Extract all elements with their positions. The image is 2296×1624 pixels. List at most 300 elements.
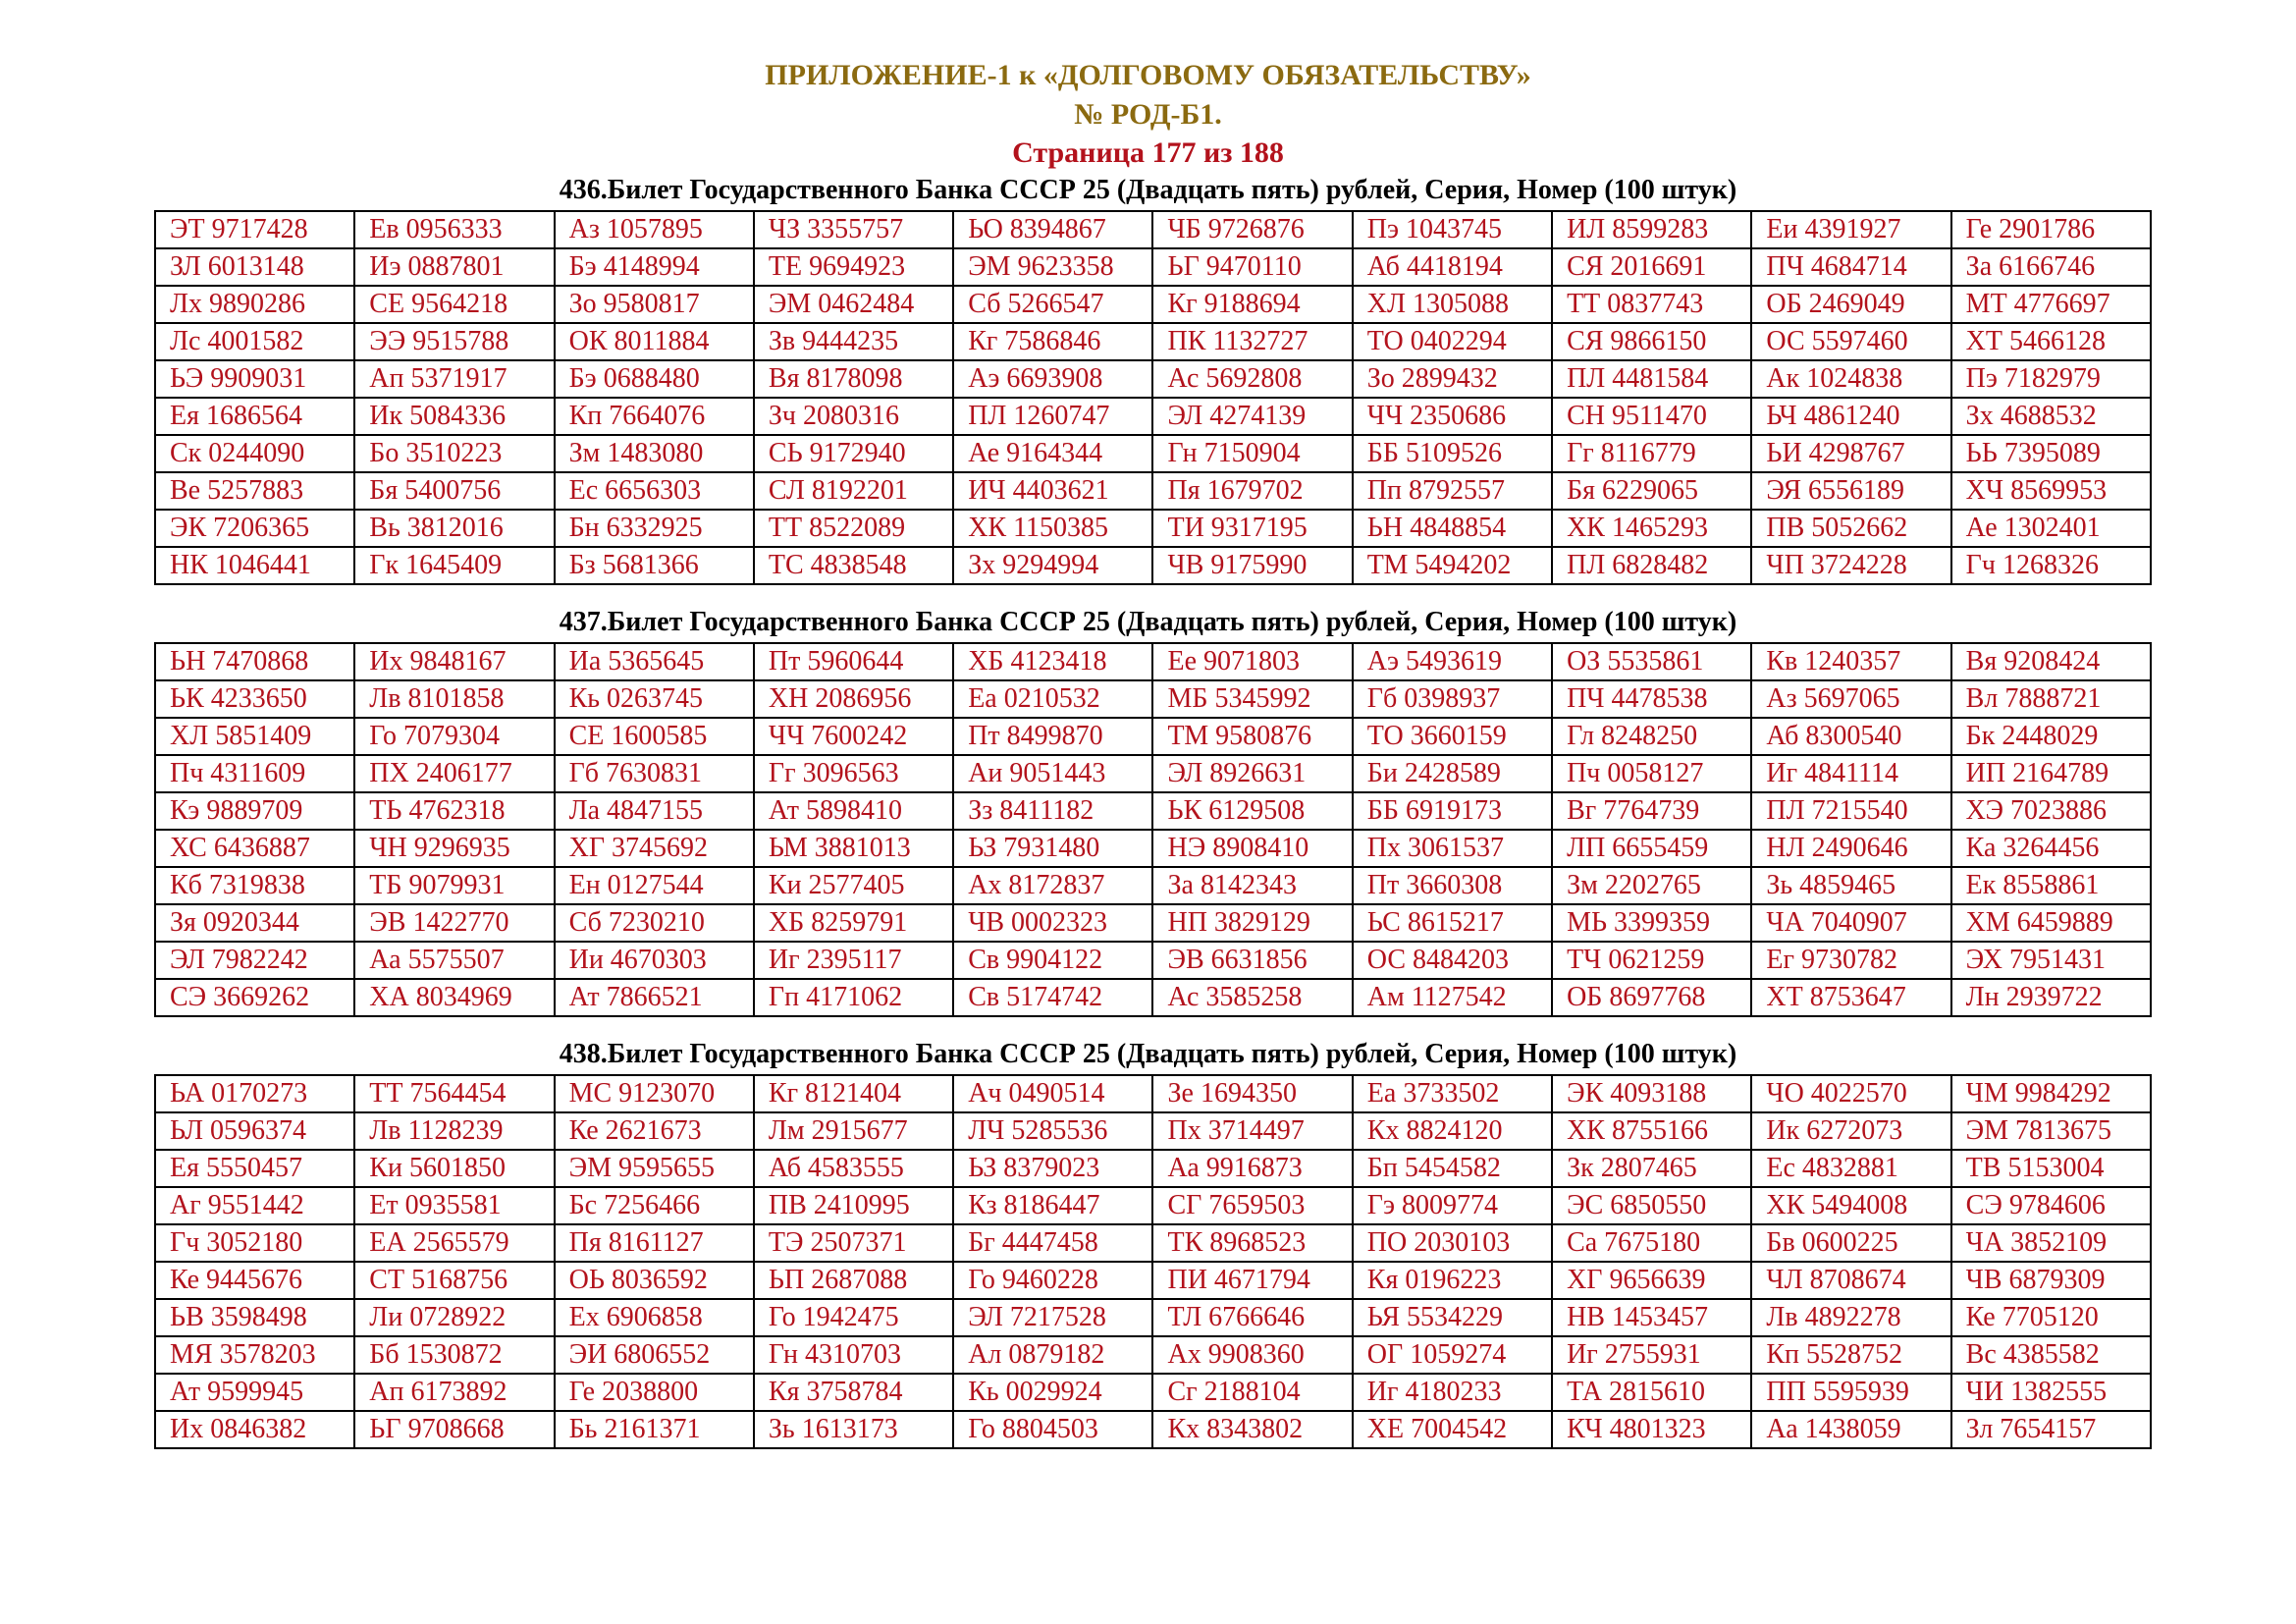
serial-number-cell: ЬН 7470868 <box>155 643 354 680</box>
section-title: 438.Билет Государственного Банка СССР 25 (Двадцать пять) рублей, Серия, Номер (100 штук) <box>559 1039 1737 1069</box>
serial-number-cell: Ах 8172837 <box>953 867 1152 904</box>
serial-number-cell: ОК 8011884 <box>555 323 754 360</box>
serial-number-cell: Вл 7888721 <box>1951 680 2151 718</box>
serial-number-cell: КЧ 4801323 <box>1552 1411 1751 1448</box>
banknote-table <box>154 1074 2152 1449</box>
table-row <box>155 867 2151 904</box>
serial-number-cell: Гг 3096563 <box>754 755 953 792</box>
serial-number-cell: Ик 5084336 <box>354 398 554 435</box>
serial-number-cell: Лм 2915677 <box>754 1112 953 1150</box>
serial-number-cell: ОС 8484203 <box>1353 942 1552 979</box>
serial-number-cell: ЭМ 9595655 <box>555 1150 754 1187</box>
serial-number-cell: ПХ 2406177 <box>354 755 554 792</box>
table-row <box>155 904 2151 942</box>
table-row <box>155 547 2151 584</box>
serial-number-cell: Иа 5365645 <box>555 643 754 680</box>
banknote-table <box>154 210 2152 585</box>
serial-number-cell: Ап 5371917 <box>354 360 554 398</box>
serial-number-cell: ББ 6919173 <box>1353 792 1552 830</box>
serial-number-cell: Вя 8178098 <box>754 360 953 398</box>
serial-number-cell: ХЛ 1305088 <box>1353 286 1552 323</box>
serial-number-cell: ЬЯ 5534229 <box>1353 1299 1552 1336</box>
serial-number-cell: Гп 4171062 <box>754 979 953 1016</box>
serial-number-cell: Лв 1128239 <box>354 1112 554 1150</box>
section-title: 436.Билет Государственного Банка СССР 25 (Двадцать пять) рублей, Серия, Номер (100 штук) <box>559 175 1737 205</box>
banknote-table <box>154 642 2152 1017</box>
serial-number-cell: Кп 5528752 <box>1751 1336 1950 1374</box>
serial-number-cell: Бп 5454582 <box>1353 1150 1552 1187</box>
serial-number-cell: ХН 2086956 <box>754 680 953 718</box>
serial-number-cell: Ск 0244090 <box>155 435 354 472</box>
serial-number-cell: Ии 4670303 <box>555 942 754 979</box>
serial-number-cell: Аи 9051443 <box>953 755 1152 792</box>
serial-number-cell: За 6166746 <box>1951 248 2151 286</box>
serial-number-cell: Бя 6229065 <box>1552 472 1751 510</box>
serial-number-cell: ЭК 4093188 <box>1552 1075 1751 1112</box>
serial-number-cell: Аб 4418194 <box>1353 248 1552 286</box>
serial-number-cell: ПЛ 4481584 <box>1552 360 1751 398</box>
serial-number-cell: ОЗ 5535861 <box>1552 643 1751 680</box>
table-row <box>155 360 2151 398</box>
serial-number-cell: ОС 5597460 <box>1751 323 1950 360</box>
table-row <box>155 718 2151 755</box>
serial-number-cell: Кя 0196223 <box>1353 1262 1552 1299</box>
serial-number-cell: СЬ 9172940 <box>754 435 953 472</box>
serial-number-cell: Ат 7866521 <box>555 979 754 1016</box>
serial-number-cell: Вь 3812016 <box>354 510 554 547</box>
serial-number-cell: Лв 8101858 <box>354 680 554 718</box>
serial-number-cell: ПВ 2410995 <box>754 1187 953 1224</box>
table-row <box>155 1187 2151 1224</box>
serial-number-cell: ЭТ 9717428 <box>155 211 354 248</box>
serial-number-cell: Гг 8116779 <box>1552 435 1751 472</box>
serial-number-cell: Ев 0956333 <box>354 211 554 248</box>
table-row <box>155 472 2151 510</box>
serial-number-cell: Ен 0127544 <box>555 867 754 904</box>
serial-number-cell: Ал 0879182 <box>953 1336 1152 1374</box>
serial-number-cell: Ес 4832881 <box>1751 1150 1950 1187</box>
serial-number-cell: ТЕ 9694923 <box>754 248 953 286</box>
serial-number-cell: ХК 1150385 <box>953 510 1152 547</box>
serial-number-cell: НВ 1453457 <box>1552 1299 1751 1336</box>
serial-number-cell: ТЭ 2507371 <box>754 1224 953 1262</box>
serial-number-cell: Пя 8161127 <box>555 1224 754 1262</box>
serial-number-cell: Ат 9599945 <box>155 1374 354 1411</box>
serial-number-cell: ЭВ 1422770 <box>354 904 554 942</box>
serial-number-cell: Зм 1483080 <box>555 435 754 472</box>
serial-number-cell: Ее 9071803 <box>1152 643 1352 680</box>
serial-number-cell: Бэ 0688480 <box>555 360 754 398</box>
serial-number-cell: Бс 7256466 <box>555 1187 754 1224</box>
serial-number-cell: Гч 3052180 <box>155 1224 354 1262</box>
serial-number-cell: ЧВ 9175990 <box>1152 547 1352 584</box>
serial-number-cell: Лв 4892278 <box>1751 1299 1950 1336</box>
serial-number-cell: ЬК 4233650 <box>155 680 354 718</box>
serial-number-cell: Бэ 4148994 <box>555 248 754 286</box>
table-row <box>155 1374 2151 1411</box>
serial-number-cell: СН 9511470 <box>1552 398 1751 435</box>
serial-number-cell: МС 9123070 <box>555 1075 754 1112</box>
serial-number-cell: ПЧ 4478538 <box>1552 680 1751 718</box>
serial-number-cell: Ае 1302401 <box>1951 510 2151 547</box>
serial-number-cell: Зо 2899432 <box>1353 360 1552 398</box>
serial-number-cell: Ек 8558861 <box>1951 867 2151 904</box>
serial-number-cell: Ге 2038800 <box>555 1374 754 1411</box>
serial-number-cell: Аг 9551442 <box>155 1187 354 1224</box>
serial-number-cell: СЛ 8192201 <box>754 472 953 510</box>
serial-number-cell: Го 1942475 <box>754 1299 953 1336</box>
serial-number-cell: ЭМ 9623358 <box>953 248 1152 286</box>
table-row <box>155 248 2151 286</box>
serial-number-cell: ЬГ 9470110 <box>1152 248 1352 286</box>
serial-number-cell: Аз 5697065 <box>1751 680 1950 718</box>
page-indicator <box>0 136 2296 170</box>
serial-number-cell: ЭМ 0462484 <box>754 286 953 323</box>
serial-number-cell: Зх 9294994 <box>953 547 1152 584</box>
serial-number-cell: Ае 9164344 <box>953 435 1152 472</box>
serial-number-cell: ХБ 8259791 <box>754 904 953 942</box>
serial-number-cell: ЬЗ 8379023 <box>953 1150 1152 1187</box>
serial-number-cell: Кэ 9889709 <box>155 792 354 830</box>
serial-number-cell: ТТ 8522089 <box>754 510 953 547</box>
serial-number-cell: Зз 8411182 <box>953 792 1152 830</box>
serial-number-cell: ИЧ 4403621 <box>953 472 1152 510</box>
table-row <box>155 1150 2151 1187</box>
serial-number-cell: Ег 9730782 <box>1751 942 1950 979</box>
serial-number-cell: ТЛ 6766646 <box>1152 1299 1352 1336</box>
serial-number-cell: ЬМ 3881013 <box>754 830 953 867</box>
table-row <box>155 942 2151 979</box>
serial-number-cell: ИП 2164789 <box>1951 755 2151 792</box>
serial-number-cell: НК 1046441 <box>155 547 354 584</box>
table-row <box>155 680 2151 718</box>
serial-number-cell: Вс 4385582 <box>1951 1336 2151 1374</box>
serial-number-cell: ЭЛ 7982242 <box>155 942 354 979</box>
serial-number-cell: ХТ 8753647 <box>1751 979 1950 1016</box>
serial-number-cell: ЬВ 3598498 <box>155 1299 354 1336</box>
serial-number-cell: Св 9904122 <box>953 942 1152 979</box>
serial-number-cell: ТМ 5494202 <box>1353 547 1552 584</box>
serial-number-cell: Иг 4180233 <box>1353 1374 1552 1411</box>
serial-number-cell: ЬГ 9708668 <box>354 1411 554 1448</box>
serial-number-cell: Бь 2161371 <box>555 1411 754 1448</box>
serial-number-cell: ХЛ 5851409 <box>155 718 354 755</box>
serial-number-cell: Пп 8792557 <box>1353 472 1552 510</box>
serial-number-cell: ХК 8755166 <box>1552 1112 1751 1150</box>
serial-number-cell: ЛП 6655459 <box>1552 830 1751 867</box>
serial-number-cell: Ес 6656303 <box>555 472 754 510</box>
page-word: Страница <box>1012 136 1146 169</box>
serial-number-cell: ЧА 3852109 <box>1951 1224 2151 1262</box>
table-row <box>155 830 2151 867</box>
serial-number-cell: Св 5174742 <box>953 979 1152 1016</box>
serial-number-cell: ТЧ 0621259 <box>1552 942 1751 979</box>
serial-number-cell: Гл 8248250 <box>1552 718 1751 755</box>
serial-number-cell: ЬЗ 7931480 <box>953 830 1152 867</box>
serial-number-cell: Зь 4859465 <box>1751 867 1950 904</box>
serial-number-cell: ЧВ 6879309 <box>1951 1262 2151 1299</box>
serial-number-cell: Бв 0600225 <box>1751 1224 1950 1262</box>
serial-number-cell: ТТ 7564454 <box>354 1075 554 1112</box>
serial-number-cell: ЭМ 7813675 <box>1951 1112 2151 1150</box>
serial-number-cell: Го 8804503 <box>953 1411 1152 1448</box>
serial-number-cell: ЬН 4848854 <box>1353 510 1552 547</box>
page-of: из <box>1203 136 1233 169</box>
serial-number-cell: ЧЗ 3355757 <box>754 211 953 248</box>
serial-number-cell: Ге 2901786 <box>1951 211 2151 248</box>
serial-number-cell: Ик 6272073 <box>1751 1112 1950 1150</box>
serial-number-cell: Пт 8499870 <box>953 718 1152 755</box>
serial-number-cell: ПЛ 1260747 <box>953 398 1152 435</box>
serial-number-cell: ХЧ 8569953 <box>1951 472 2151 510</box>
table-row <box>155 286 2151 323</box>
serial-number-cell: ИЛ 8599283 <box>1552 211 1751 248</box>
table-row <box>155 1411 2151 1448</box>
serial-number-cell: Иг 4841114 <box>1751 755 1950 792</box>
serial-number-cell: Ка 3264456 <box>1951 830 2151 867</box>
serial-number-cell: МЯ 3578203 <box>155 1336 354 1374</box>
serial-number-cell: Ат 5898410 <box>754 792 953 830</box>
serial-number-cell: ТО 3660159 <box>1353 718 1552 755</box>
serial-number-cell: ПИ 4671794 <box>1152 1262 1352 1299</box>
serial-number-cell: Аб 8300540 <box>1751 718 1950 755</box>
serial-number-cell: МЬ 3399359 <box>1552 904 1751 942</box>
serial-number-cell: Бк 2448029 <box>1951 718 2151 755</box>
serial-number-cell: ТА 2815610 <box>1552 1374 1751 1411</box>
serial-number-cell: Го 9460228 <box>953 1262 1152 1299</box>
serial-number-cell: ТВ 5153004 <box>1951 1150 2151 1187</box>
serial-number-cell: ТМ 9580876 <box>1152 718 1352 755</box>
serial-number-cell: ТС 4838548 <box>754 547 953 584</box>
serial-number-cell: ЧИ 1382555 <box>1951 1374 2151 1411</box>
serial-number-cell: Ке 9445676 <box>155 1262 354 1299</box>
serial-number-cell: ХК 1465293 <box>1552 510 1751 547</box>
serial-number-cell: Пч 0058127 <box>1552 755 1751 792</box>
serial-number-cell: Кх 8824120 <box>1353 1112 1552 1150</box>
serial-number-cell: Аэ 5493619 <box>1353 643 1552 680</box>
serial-number-cell: Гч 1268326 <box>1951 547 2151 584</box>
serial-number-cell: Аз 1057895 <box>555 211 754 248</box>
serial-number-cell: Пя 1679702 <box>1152 472 1352 510</box>
serial-number-cell: Ех 6906858 <box>555 1299 754 1336</box>
serial-number-cell: Би 2428589 <box>1353 755 1552 792</box>
serial-number-cell: Вг 7764739 <box>1552 792 1751 830</box>
serial-number-cell: Ет 0935581 <box>354 1187 554 1224</box>
serial-number-cell: Бз 5681366 <box>555 547 754 584</box>
serial-number-cell: ОБ 2469049 <box>1751 286 1950 323</box>
serial-number-cell: ОЬ 8036592 <box>555 1262 754 1299</box>
serial-number-cell: Ве 5257883 <box>155 472 354 510</box>
serial-number-cell: Их 0846382 <box>155 1411 354 1448</box>
serial-number-cell: ПЧ 4684714 <box>1751 248 1950 286</box>
serial-number-cell: ЬС 8615217 <box>1353 904 1552 942</box>
serial-number-cell: Ап 6173892 <box>354 1374 554 1411</box>
serial-number-cell: Ке 7705120 <box>1951 1299 2151 1336</box>
serial-number-cell: ЛЧ 5285536 <box>953 1112 1152 1150</box>
serial-number-cell: ЭИ 6806552 <box>555 1336 754 1374</box>
serial-number-cell: Кг 7586846 <box>953 323 1152 360</box>
table-row <box>155 979 2151 1016</box>
table-row <box>155 323 2151 360</box>
serial-number-cell: Кз 8186447 <box>953 1187 1152 1224</box>
serial-number-cell: Ах 9908360 <box>1152 1336 1352 1374</box>
table-row <box>155 435 2151 472</box>
serial-number-cell: ЭЛ 7217528 <box>953 1299 1152 1336</box>
serial-number-cell: ЬП 2687088 <box>754 1262 953 1299</box>
serial-number-cell: Зч 2080316 <box>754 398 953 435</box>
serial-number-cell: ХГ 9656639 <box>1552 1262 1751 1299</box>
serial-number-cell: Ли 0728922 <box>354 1299 554 1336</box>
serial-number-cell: ПП 5595939 <box>1751 1374 1950 1411</box>
serial-number-cell: ТК 8968523 <box>1152 1224 1352 1262</box>
serial-number-cell: МБ 5345992 <box>1152 680 1352 718</box>
serial-number-cell: НП 3829129 <box>1152 904 1352 942</box>
serial-number-cell: Бо 3510223 <box>354 435 554 472</box>
document-title: ПРИЛОЖЕНИЕ-1 к «ДОЛГОВОМУ ОБЯЗАТЕЛЬСТВУ» <box>765 59 1531 91</box>
serial-number-cell: ЗЛ 6013148 <box>155 248 354 286</box>
serial-number-cell: ТЬ 4762318 <box>354 792 554 830</box>
serial-number-cell: Бн 6332925 <box>555 510 754 547</box>
page-total: 188 <box>1239 136 1284 169</box>
serial-number-cell: СЕ 1600585 <box>555 718 754 755</box>
serial-number-cell: ЬЛ 0596374 <box>155 1112 354 1150</box>
serial-number-cell: ЭЭ 9515788 <box>354 323 554 360</box>
table-row <box>155 1075 2151 1112</box>
serial-number-cell: ОГ 1059274 <box>1353 1336 1552 1374</box>
serial-number-cell: ЬИ 4298767 <box>1751 435 1950 472</box>
serial-number-cell: Ак 1024838 <box>1751 360 1950 398</box>
serial-number-cell: Зв 9444235 <box>754 323 953 360</box>
table-row <box>155 643 2151 680</box>
serial-number-cell: Пч 4311609 <box>155 755 354 792</box>
serial-number-cell: ХЕ 7004542 <box>1353 1411 1552 1448</box>
serial-number-cell: Зл 7654157 <box>1951 1411 2151 1448</box>
serial-number-cell: Кп 7664076 <box>555 398 754 435</box>
serial-number-cell: Гб 0398937 <box>1353 680 1552 718</box>
serial-number-cell: Аа 9916873 <box>1152 1150 1352 1187</box>
serial-number-cell: СТ 5168756 <box>354 1262 554 1299</box>
serial-number-cell: Аа 5575507 <box>354 942 554 979</box>
serial-number-cell: Кх 8343802 <box>1152 1411 1352 1448</box>
serial-number-cell: ЧЧ 7600242 <box>754 718 953 755</box>
serial-number-cell: Гн 7150904 <box>1152 435 1352 472</box>
serial-number-cell: ЧЧ 2350686 <box>1353 398 1552 435</box>
serial-number-cell: НЛ 2490646 <box>1751 830 1950 867</box>
serial-number-cell: Ам 1127542 <box>1353 979 1552 1016</box>
serial-number-cell: ЭС 6850550 <box>1552 1187 1751 1224</box>
serial-number-cell: ПК 1132727 <box>1152 323 1352 360</box>
serial-number-cell: Зя 0920344 <box>155 904 354 942</box>
serial-number-cell: Ки 2577405 <box>754 867 953 904</box>
serial-number-cell: Бя 5400756 <box>354 472 554 510</box>
serial-number-cell: ЧБ 9726876 <box>1152 211 1352 248</box>
serial-number-cell: Зм 2202765 <box>1552 867 1751 904</box>
table-row <box>155 1262 2151 1299</box>
serial-number-cell: Бг 4447458 <box>953 1224 1152 1262</box>
serial-number-cell: ОБ 8697768 <box>1552 979 1751 1016</box>
serial-number-cell: Ке 2621673 <box>555 1112 754 1150</box>
serial-number-cell: Го 7079304 <box>354 718 554 755</box>
table-row <box>155 398 2151 435</box>
serial-number-cell: ЬЬ 7395089 <box>1951 435 2151 472</box>
serial-number-cell: Иг 2395117 <box>754 942 953 979</box>
serial-number-cell: ЭЛ 4274139 <box>1152 398 1352 435</box>
serial-number-cell: СЭ 3669262 <box>155 979 354 1016</box>
serial-number-cell: ЧЛ 8708674 <box>1751 1262 1950 1299</box>
serial-number-cell: ЭХ 7951431 <box>1951 942 2151 979</box>
serial-number-cell: ПВ 5052662 <box>1751 510 1950 547</box>
table-row <box>155 1299 2151 1336</box>
serial-number-cell: ЬА 0170273 <box>155 1075 354 1112</box>
serial-number-cell: СЭ 9784606 <box>1951 1187 2151 1224</box>
serial-number-cell: Аэ 6693908 <box>953 360 1152 398</box>
serial-number-cell: ЧА 7040907 <box>1751 904 1950 942</box>
serial-number-cell: Кв 1240357 <box>1751 643 1950 680</box>
serial-number-cell: ПО 2030103 <box>1353 1224 1552 1262</box>
serial-number-cell: Аб 4583555 <box>754 1150 953 1187</box>
serial-number-cell: Зо 9580817 <box>555 286 754 323</box>
serial-number-cell: Са 7675180 <box>1552 1224 1751 1262</box>
serial-number-cell: ХА 8034969 <box>354 979 554 1016</box>
serial-number-cell: Лх 9890286 <box>155 286 354 323</box>
serial-number-cell: Сг 2188104 <box>1152 1374 1352 1411</box>
table-row <box>155 792 2151 830</box>
serial-number-cell: Иэ 0887801 <box>354 248 554 286</box>
serial-number-cell: ББ 5109526 <box>1353 435 1552 472</box>
serial-number-cell: Ки 5601850 <box>354 1150 554 1187</box>
serial-number-cell: СЯ 9866150 <box>1552 323 1751 360</box>
serial-number-cell: ХБ 4123418 <box>953 643 1152 680</box>
serial-number-cell: Сб 5266547 <box>953 286 1152 323</box>
serial-number-cell: ЕА 2565579 <box>354 1224 554 1262</box>
serial-number-cell: ЭЛ 8926631 <box>1152 755 1352 792</box>
serial-number-cell: Гб 7630831 <box>555 755 754 792</box>
serial-number-cell: Кь 0263745 <box>555 680 754 718</box>
serial-number-cell: ЧП 3724228 <box>1751 547 1950 584</box>
serial-number-cell: ЧВ 0002323 <box>953 904 1152 942</box>
serial-number-cell: Зх 4688532 <box>1951 398 2151 435</box>
serial-number-cell: Пэ 1043745 <box>1353 211 1552 248</box>
serial-number-cell: ТО 0402294 <box>1353 323 1552 360</box>
serial-number-cell: Пэ 7182979 <box>1951 360 2151 398</box>
serial-number-cell: Еи 4391927 <box>1751 211 1950 248</box>
serial-number-cell: СГ 7659503 <box>1152 1187 1352 1224</box>
serial-number-cell: Ас 3585258 <box>1152 979 1352 1016</box>
table-row <box>155 755 2151 792</box>
serial-number-cell: Кб 7319838 <box>155 867 354 904</box>
serial-number-cell: ХГ 3745692 <box>555 830 754 867</box>
document-number: № РОД-Б1. <box>1074 98 1222 131</box>
table-row <box>155 1224 2151 1262</box>
serial-number-cell: СЕ 9564218 <box>354 286 554 323</box>
serial-number-cell: Еа 3733502 <box>1353 1075 1552 1112</box>
serial-number-cell: Аа 1438059 <box>1751 1411 1950 1448</box>
table-row <box>155 1112 2151 1150</box>
serial-number-cell: ХК 5494008 <box>1751 1187 1950 1224</box>
serial-number-cell: ЭЯ 6556189 <box>1751 472 1950 510</box>
serial-number-cell: Лс 4001582 <box>155 323 354 360</box>
serial-number-cell: ТТ 0837743 <box>1552 286 1751 323</box>
serial-number-cell: Кг 8121404 <box>754 1075 953 1112</box>
serial-number-cell: Пт 5960644 <box>754 643 953 680</box>
serial-number-cell: Гк 1645409 <box>354 547 554 584</box>
serial-number-cell: Зк 2807465 <box>1552 1150 1751 1187</box>
serial-number-cell: Ас 5692808 <box>1152 360 1352 398</box>
serial-number-cell: ТБ 9079931 <box>354 867 554 904</box>
serial-number-cell: ЬО 8394867 <box>953 211 1152 248</box>
serial-number-cell: ЧН 9296935 <box>354 830 554 867</box>
serial-number-cell: Кг 9188694 <box>1152 286 1352 323</box>
